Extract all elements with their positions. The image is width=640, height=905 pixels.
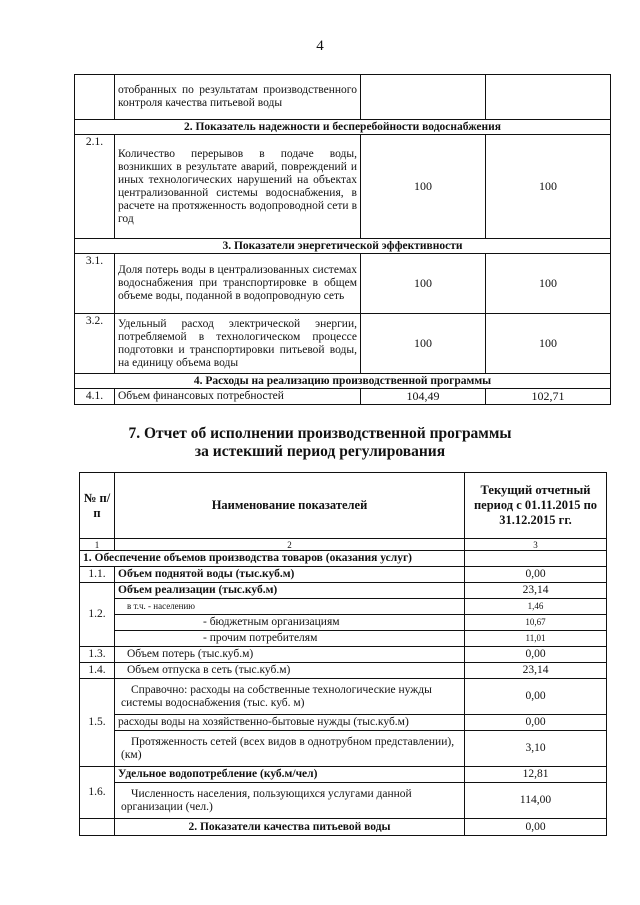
table-row xyxy=(80,647,607,663)
table-row xyxy=(80,567,607,583)
value-cell xyxy=(361,75,486,120)
indicators-table xyxy=(74,74,611,405)
indicator-cell: отобранных по результатам производственного контроля качества питьевой воды xyxy=(115,75,361,120)
table-row xyxy=(75,75,611,120)
section-title: 3. Показатели энергетической эффективности xyxy=(75,239,611,254)
name-cell: Численность населения, пользующихся услугами данной организации (чел.) xyxy=(115,783,465,819)
indicator-cell: Количество перерывов в подаче воды, возникших в результате аварий, повреждений и иных технологических нарушений на объектах централизованной системы водоснабжения, в расчете на протяженность водопроводной сети в год xyxy=(115,135,361,239)
report-subheading: за истекший период регулирования xyxy=(194,443,446,460)
value-cell: 100 xyxy=(486,135,611,239)
name-cell: Протяженность сетей (всех видов в однотрубном представлении), (км) xyxy=(115,731,465,767)
section-title: 2. Показатель надежности и бесперебойности водоснабжения xyxy=(75,120,611,135)
value-cell: 102,71 xyxy=(486,389,611,405)
value-cell: 10,67 xyxy=(465,615,607,631)
table-row xyxy=(80,767,607,783)
value-cell: 100 xyxy=(361,254,486,314)
value-cell: 114,00 xyxy=(465,783,607,819)
num-cell: 1.6. xyxy=(80,767,115,819)
value-cell: 100 xyxy=(361,135,486,239)
num-cell: 4.1. xyxy=(75,389,115,405)
value-cell: 100 xyxy=(486,254,611,314)
page-number: 4 xyxy=(316,38,324,54)
column-number: 1 xyxy=(80,539,115,551)
section-title: 1. Обеспечение объемов производства товаров (оказания услуг) xyxy=(80,551,465,567)
value-cell xyxy=(465,551,607,567)
value-cell: 23,14 xyxy=(465,663,607,679)
name-cell: расходы воды на хозяйственно-бытовые нужды (тыс.куб.м) xyxy=(115,715,465,731)
table-row xyxy=(75,389,611,405)
table-row xyxy=(80,715,607,731)
section-row xyxy=(80,819,607,836)
value-cell: 3,10 xyxy=(465,731,607,767)
num-cell: 1.4. xyxy=(80,663,115,679)
name-cell: - прочим потребителям xyxy=(115,631,465,647)
value-cell: 11,01 xyxy=(465,631,607,647)
section-row xyxy=(75,120,611,135)
name-cell: Объем отпуска в сеть (тыс.куб.м) xyxy=(115,663,465,679)
value-cell: 0,00 xyxy=(465,715,607,731)
value-cell: 104,49 xyxy=(361,389,486,405)
report-table xyxy=(79,472,607,836)
column-numbers-row xyxy=(80,539,607,551)
table-row xyxy=(80,783,607,819)
table-row xyxy=(75,314,611,374)
value-cell: 0,00 xyxy=(465,647,607,663)
num-cell: 1.3. xyxy=(80,647,115,663)
value-cell: 0,00 xyxy=(465,819,607,836)
value-cell: 100 xyxy=(361,314,486,374)
table-row xyxy=(80,679,607,715)
table-row xyxy=(80,599,607,615)
header-row xyxy=(80,473,607,539)
section-row xyxy=(75,374,611,389)
report-heading: 7. Отчет об исполнении производственной программы xyxy=(128,425,512,442)
num-cell: 1.1. xyxy=(80,567,115,583)
table-row xyxy=(80,615,607,631)
column-number: 3 xyxy=(465,539,607,551)
name-cell: - бюджетным организациям xyxy=(115,615,465,631)
name-cell: Удельное водопотребление (куб.м/чел) xyxy=(115,767,465,783)
table-row xyxy=(80,583,607,599)
indicator-cell: Доля потерь воды в централизованных системах водоснабжения при транспортировке в общем объеме воды, поданной в водопроводную сеть xyxy=(115,254,361,314)
name-cell: Справочно: расходы на собственные технологические нужды системы водоснабжения (тыс. куб. м) xyxy=(115,679,465,715)
num-cell xyxy=(80,819,115,836)
num-cell: 3.2. xyxy=(75,314,115,374)
header-period: Текущий отчетный период с 01.11.2015 по 31.12.2015 гг. xyxy=(465,473,607,539)
num-cell: 1.2. xyxy=(80,583,115,647)
section-title: 4. Расходы на реализацию производственной программы xyxy=(75,374,611,389)
table-row xyxy=(80,731,607,767)
value-cell: 0,00 xyxy=(465,679,607,715)
table-row xyxy=(80,663,607,679)
num-cell: 3.1. xyxy=(75,254,115,314)
num-cell: 2.1. xyxy=(75,135,115,239)
name-cell: Объем реализации (тыс.куб.м) xyxy=(115,583,465,599)
name-cell: Объем поднятой воды (тыс.куб.м) xyxy=(115,567,465,583)
table-row xyxy=(80,631,607,647)
num-cell xyxy=(75,75,115,120)
indicator-cell: Удельный расход электрической энергии, потребляемой в технологическом процессе подготовки и транспортировки питьевой воды, на единицу объема воды xyxy=(115,314,361,374)
value-cell: 100 xyxy=(486,314,611,374)
num-cell: 1.5. xyxy=(80,679,115,767)
value-cell: 1,46 xyxy=(465,599,607,615)
header-num: № п/п xyxy=(80,473,115,539)
value-cell xyxy=(486,75,611,120)
value-cell: 23,14 xyxy=(465,583,607,599)
table-row xyxy=(75,135,611,239)
section-title: 2. Показатели качества питьевой воды xyxy=(115,819,465,836)
column-number: 2 xyxy=(115,539,465,551)
header-name: Наименование показателей xyxy=(115,473,465,539)
name-cell: Объем потерь (тыс.куб.м) xyxy=(115,647,465,663)
section-row xyxy=(75,239,611,254)
section-row xyxy=(80,551,607,567)
value-cell: 12,81 xyxy=(465,767,607,783)
value-cell: 0,00 xyxy=(465,567,607,583)
name-cell: в т.ч. - населению xyxy=(115,599,465,615)
indicator-cell: Объем финансовых потребностей xyxy=(115,389,361,405)
table-row xyxy=(75,254,611,314)
